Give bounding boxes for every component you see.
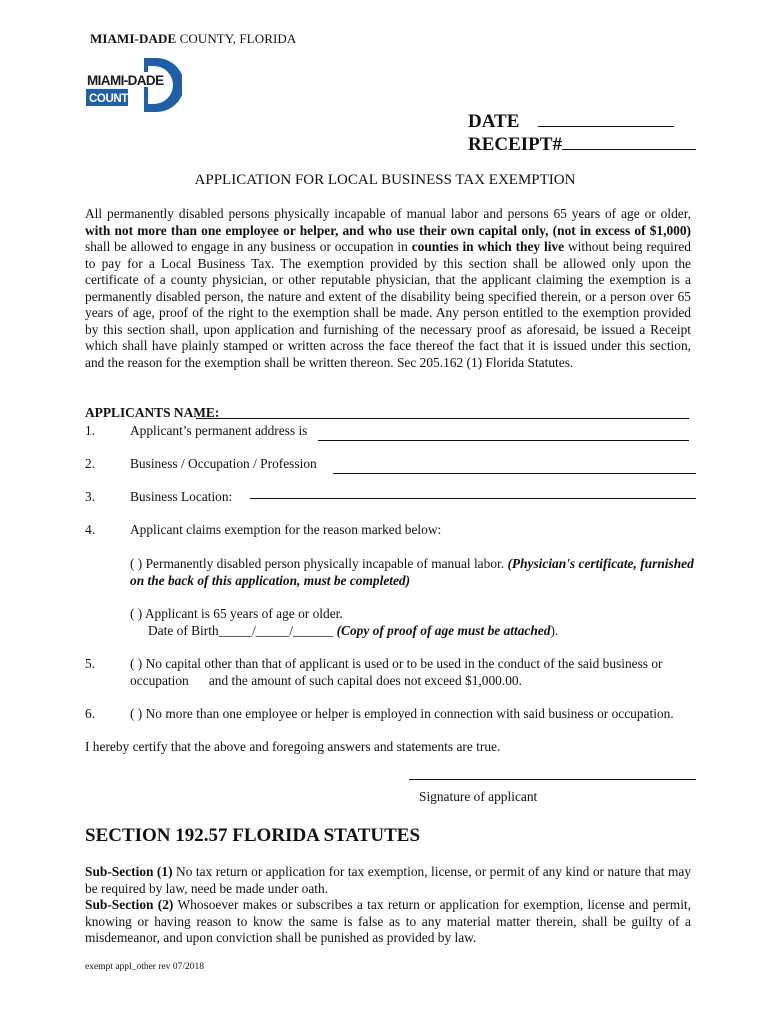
item-1-number: 1. xyxy=(85,423,96,438)
county-header-bold: MIAMI-DADE xyxy=(90,31,177,46)
intro-text-1: All permanently disabled persons physically incapable of manual labor and persons 65 years of age or older, xyxy=(85,206,691,221)
signature-field[interactable] xyxy=(409,779,696,780)
county-header xyxy=(90,31,296,47)
receipt-label: RECEIPT# xyxy=(468,134,562,155)
option-disabled-note-line2 xyxy=(130,573,410,589)
item-6-label[interactable]: ( ) No more than one employee or helper is employed in connection with said business or occupation. xyxy=(130,706,674,721)
item-3-label: Business Location: xyxy=(130,489,233,504)
applicants-name-label: APPLICANTS NAME: xyxy=(85,405,220,420)
receipt-field-line[interactable] xyxy=(562,148,696,150)
date-field-line[interactable] xyxy=(538,125,674,127)
form-revision-footer: exempt appl_other rev 07/2018 xyxy=(85,962,204,972)
sub-section-1-label: Sub-Section (1) xyxy=(85,864,173,879)
item-5-line-2: occupation and the amount of such capital does not exceed $1,000.00. xyxy=(130,673,522,688)
sub-section-1-text: No tax return or application for tax exemption, license, or permit of any kind or nature that may be required by law, need be made under oath. xyxy=(85,864,692,896)
item-4-label: Applicant claims exemption for the reason marked below: xyxy=(130,522,442,537)
logo-text-top: MIAMI-DADE xyxy=(87,73,164,88)
signature-label: Signature of applicant xyxy=(419,789,538,804)
item-2-number: 2. xyxy=(85,456,96,471)
sub-section-2-label: Sub-Section (2) xyxy=(85,897,174,912)
county-header-rest: COUNTY, FLORIDA xyxy=(176,31,297,46)
item-4-number: 4. xyxy=(85,522,96,537)
item-5-line-1[interactable]: ( ) No capital other than that of applicant is used or to be used in the conduct of the said business or xyxy=(130,656,663,671)
sub-section-2-text: Whosoever makes or subscribes a tax return or application for exemption, license and permit, knowing or having reason to know the same is false as to any material matter therein, shall be guilty of a misdemeanor, and upon conviction shall be punished as provided by law. xyxy=(85,897,691,945)
applicants-name-field[interactable] xyxy=(196,418,689,419)
item-1-label: Applicant’s permanent address is xyxy=(130,423,308,438)
intro-bold-2: counties in which they live xyxy=(411,239,565,254)
item-6-number: 6. xyxy=(85,706,96,721)
receipt-row xyxy=(468,133,696,156)
intro-bold-1: with not more than one employee or helper, and who use their own capital only, (not in excess of $1,000) xyxy=(85,222,691,238)
option-age[interactable]: ( ) Applicant is 65 years of age or older. xyxy=(130,606,343,621)
occupation-field[interactable] xyxy=(333,473,696,474)
sub-section-2 xyxy=(85,897,691,947)
item-5-number: 5. xyxy=(85,656,96,671)
date-label: DATE xyxy=(468,111,520,132)
option-disabled[interactable] xyxy=(130,556,694,572)
item-2-label: Business / Occupation / Profession xyxy=(130,456,317,471)
business-location-field[interactable] xyxy=(250,498,696,499)
intro-paragraph xyxy=(85,206,691,371)
option-disabled-note-2: on the back of this application, must be completed) xyxy=(130,573,411,588)
age-proof-note: (Copy of proof of age must be attached xyxy=(336,623,551,638)
date-of-birth-field: Date of Birth_____/_____/______ xyxy=(148,623,337,638)
miami-dade-logo xyxy=(86,58,182,112)
option-disabled-note: (Physician's certificate, furnished xyxy=(507,556,694,571)
item-3-number: 3. xyxy=(85,489,96,504)
age-proof-note-end: ). xyxy=(550,623,559,638)
section-heading: SECTION 192.57 FLORIDA STATUTES xyxy=(85,825,421,846)
logo-text-bottom: COUNTY xyxy=(89,93,136,105)
address-field[interactable] xyxy=(318,440,689,441)
certification-statement: I hereby certify that the above and foregoing answers and statements are true. xyxy=(85,739,501,754)
date-row xyxy=(468,110,696,133)
form-title: APPLICATION FOR LOCAL BUSINESS TAX EXEMPTION xyxy=(194,172,576,188)
intro-text-3: without being required to pay for a Local Business Tax. The exemption provided by this section shall be allowed only upon the certificate of a county physician, or other reputable physician, that the applicant claiming the exemption is a permanently disabled person, the nature and extent of the disability being specified therein, or a person over 65 years of age, proof of the right to the exemption shall be made. Any person entitled to the exemption provided by this section shall, upon application and furnishing of the necessary proof as aforesaid, be issued a Receipt which shall have plainly stamped or written across the face thereof the fact that it is issued under this section, and the reason for the exemption shall be written thereon. Sec 205.162 (1) Florida Statutes. xyxy=(85,239,691,370)
date-receipt-block xyxy=(468,110,696,156)
option-disabled-text: ( ) Permanently disabled person physically incapable of manual labor. xyxy=(130,556,508,571)
sub-section-1 xyxy=(85,864,691,897)
date-of-birth-row[interactable] xyxy=(148,623,558,639)
intro-text-2: shall be allowed to engage in any business or occupation in xyxy=(85,239,412,254)
miami-dade-logo-graphic xyxy=(86,58,182,112)
